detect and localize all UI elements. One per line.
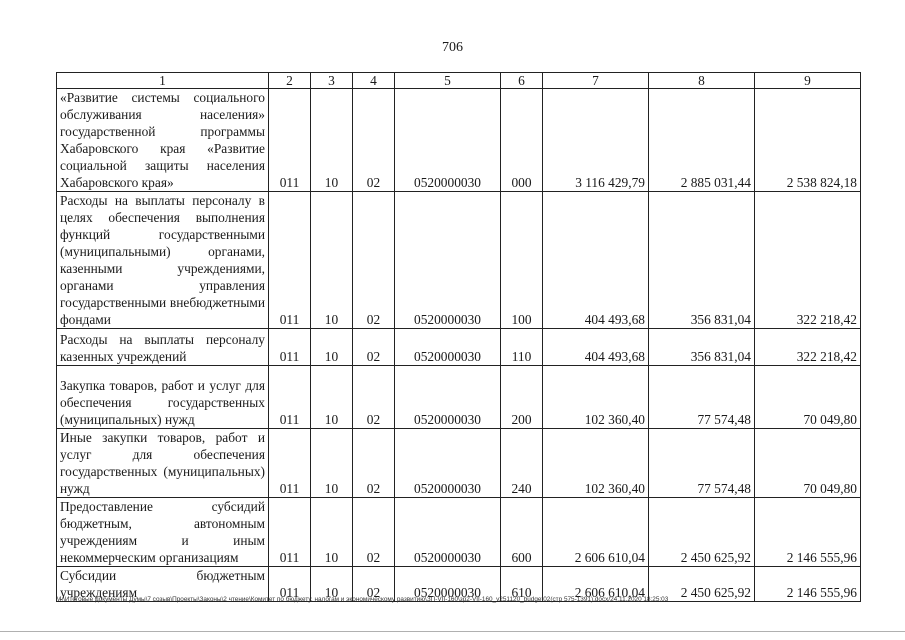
table-row [57,366,861,429]
cell-amount-year2: 2 885 031,44 [649,89,755,192]
cell-target-article: 0520000030 [395,329,501,366]
table-row [57,192,861,329]
cell-amount-year2: 356 831,04 [649,192,755,329]
cell-amount-year1: 3 116 429,79 [543,89,649,192]
cell-amount-year2: 2 450 625,92 [649,498,755,567]
cell-section: 10 [311,192,353,329]
cell-section: 10 [311,366,353,429]
cell-amount-year3: 70 049,80 [755,366,861,429]
cell-amount-year1: 102 360,40 [543,366,649,429]
cell-amount-year2: 2 450 625,92 [649,567,755,602]
document-path-footer: M:\Итоговые документы Думы\7 созыв\Проекты\Законы\2 чтение\Комитет по бюджету, налогам и экономическому развитию\ЗП-VII-160\зр2-VII-160_v251120_budget02(стр 575-1391).docx/24.11.2020 18:25:03 [56,596,669,603]
header-row [57,73,861,89]
row-name: Закупка товаров, работ и услуг для обеспечения государственных (муниципальных) нужд [57,366,269,429]
cell-expense-type: 110 [501,329,543,366]
col-header-3: 3 [311,73,353,89]
cell-amount-year3: 322 218,42 [755,329,861,366]
col-header-7: 7 [543,73,649,89]
cell-section: 10 [311,329,353,366]
cell-subsection: 02 [353,192,395,329]
cell-target-article: 0520000030 [395,89,501,192]
cell-subsection: 02 [353,429,395,498]
cell-amount-year1: 404 493,68 [543,192,649,329]
col-header-8: 8 [649,73,755,89]
cell-section: 10 [311,498,353,567]
col-header-4: 4 [353,73,395,89]
cell-target-article: 0520000030 [395,192,501,329]
col-header-9: 9 [755,73,861,89]
row-name: Субсидии бюджетным учреждениям [57,567,269,602]
table-row [57,498,861,567]
cell-ministry-code: 011 [269,329,311,366]
cell-expense-type: 240 [501,429,543,498]
cell-target-article: 0520000030 [395,429,501,498]
cell-section: 10 [311,89,353,192]
cell-subsection: 02 [353,498,395,567]
cell-amount-year3: 70 049,80 [755,429,861,498]
row-name: «Развитие системы социального обслуживания населения» государственной программы Хабаровского края «Развитие социальной защиты населения Хабаровского края» [57,89,269,192]
cell-amount-year3: 2 538 824,18 [755,89,861,192]
cell-subsection: 02 [353,329,395,366]
table-row [57,89,861,192]
cell-amount-year2: 77 574,48 [649,366,755,429]
cell-expense-type: 610 [501,567,543,602]
page-number: 706 [442,40,463,55]
cell-expense-type: 100 [501,192,543,329]
col-header-1: 1 [57,73,269,89]
page-bottom-rule [0,631,905,632]
cell-amount-year2: 77 574,48 [649,429,755,498]
cell-ministry-code: 011 [269,366,311,429]
cell-expense-type: 200 [501,366,543,429]
col-header-2: 2 [269,73,311,89]
cell-section: 10 [311,567,353,602]
row-name: Расходы на выплаты персоналу в целях обеспечения выполнения функций государственными (муниципальными) органами, казенными учреждениями, органами управления государственными внебюджетными фондами [57,192,269,329]
cell-amount-year1: 404 493,68 [543,329,649,366]
cell-subsection: 02 [353,89,395,192]
cell-amount-year2: 356 831,04 [649,329,755,366]
budget-table [56,72,861,602]
col-header-5: 5 [395,73,501,89]
table-row [57,329,861,366]
table-row [57,429,861,498]
cell-expense-type: 000 [501,89,543,192]
row-name: Расходы на выплаты персоналу казенных учреждений [57,329,269,366]
row-name: Предоставление субсидий бюджетным, автономным учреждениям и иным некоммерческим организациям [57,498,269,567]
col-header-6: 6 [501,73,543,89]
cell-target-article: 0520000030 [395,498,501,567]
cell-amount-year1: 102 360,40 [543,429,649,498]
cell-target-article: 0520000030 [395,366,501,429]
cell-ministry-code: 011 [269,498,311,567]
cell-ministry-code: 011 [269,89,311,192]
cell-amount-year3: 2 146 555,96 [755,567,861,602]
cell-amount-year3: 322 218,42 [755,192,861,329]
cell-amount-year1: 2 606 610,04 [543,567,649,602]
cell-ministry-code: 011 [269,192,311,329]
cell-ministry-code: 011 [269,567,311,602]
row-name: Иные закупки товаров, работ и услуг для обеспечения государственных (муниципальных) нужд [57,429,269,498]
cell-amount-year1: 2 606 610,04 [543,498,649,567]
cell-subsection: 02 [353,366,395,429]
cell-subsection: 02 [353,567,395,602]
cell-amount-year3: 2 146 555,96 [755,498,861,567]
cell-section: 10 [311,429,353,498]
cell-expense-type: 600 [501,498,543,567]
cell-target-article: 0520000030 [395,567,501,602]
cell-ministry-code: 011 [269,429,311,498]
